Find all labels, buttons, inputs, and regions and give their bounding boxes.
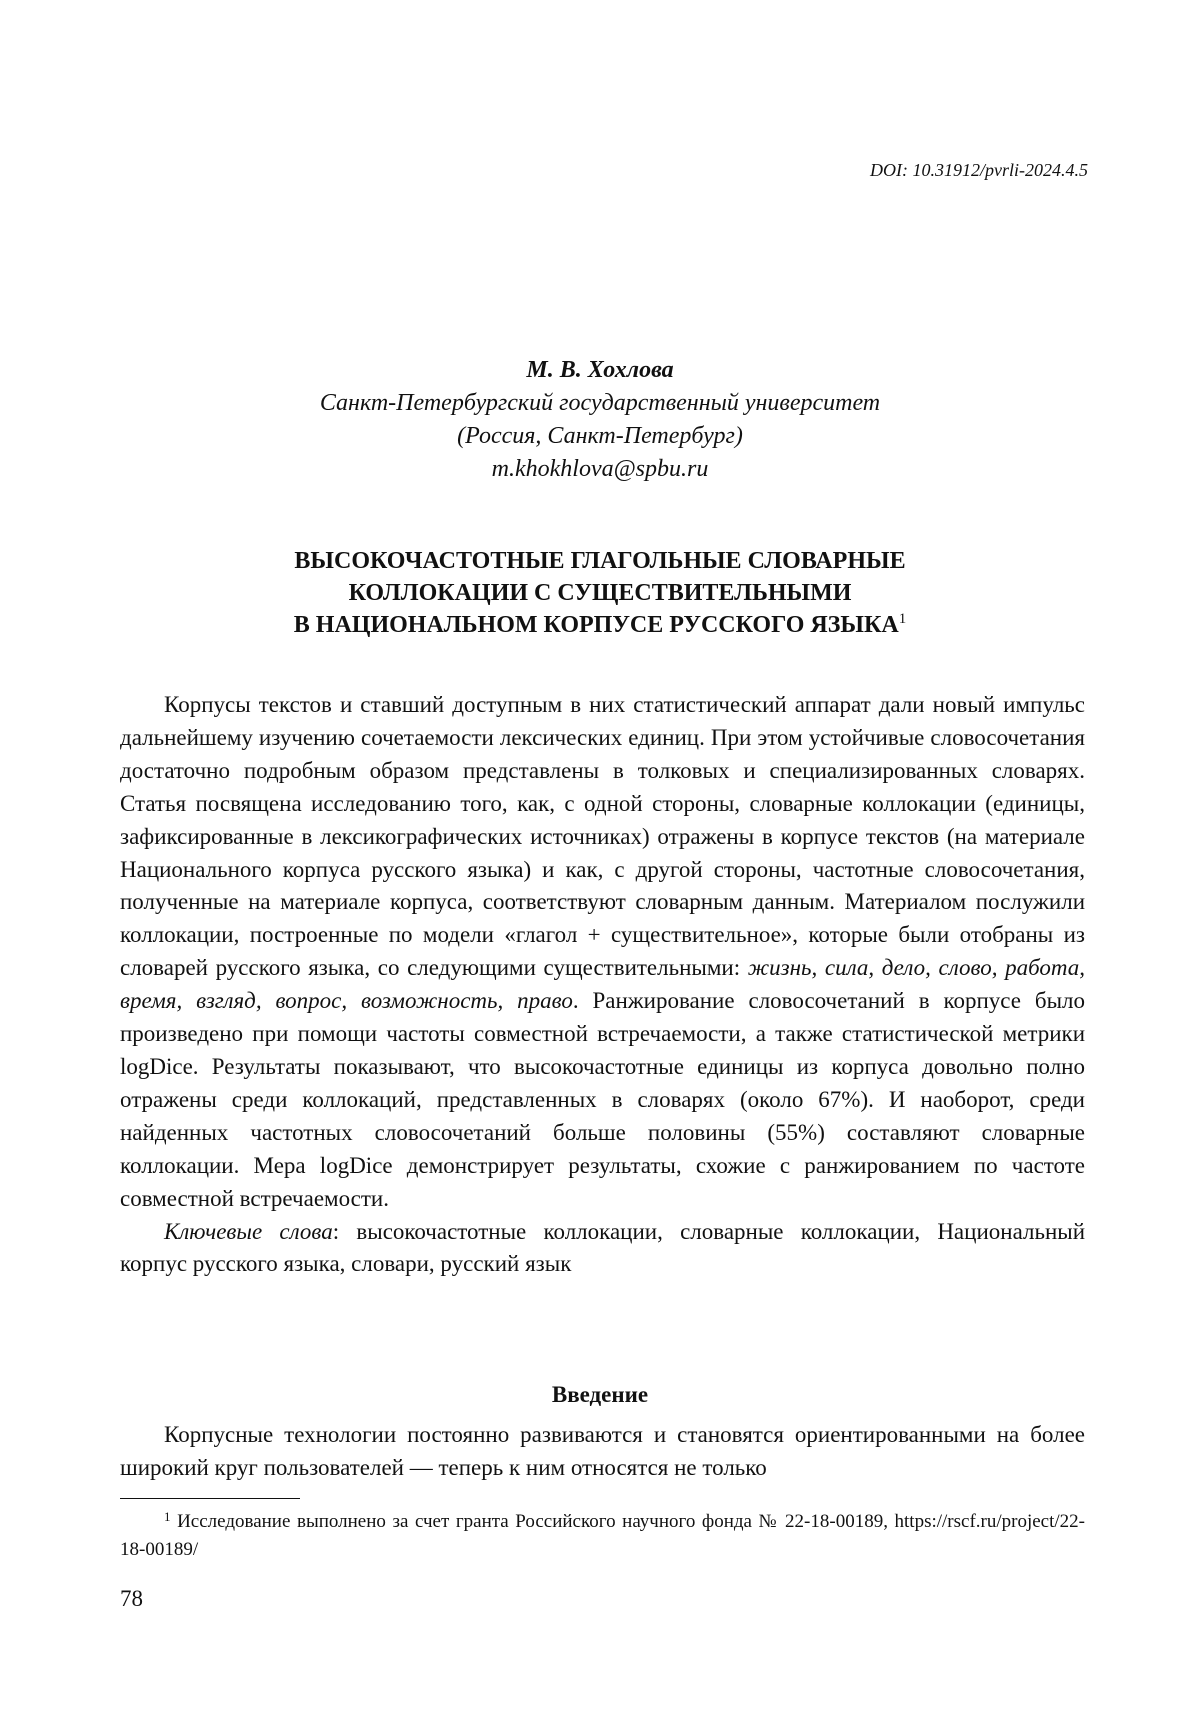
author-block xyxy=(0,354,1200,486)
doi: DOI: 10.31912/pvrli-2024.4.5 xyxy=(870,160,1088,180)
footnote-paragraph xyxy=(120,1508,1085,1564)
abstract xyxy=(120,689,1085,1281)
keywords xyxy=(120,1216,1085,1282)
keywords-label: Ключевые слова xyxy=(164,1218,333,1244)
intro-heading: Введение xyxy=(551,1382,649,1407)
title-line-1: ВЫСОКОЧАСТОТНЫЕ ГЛАГОЛЬНЫЕ СЛОВАРНЫЕ xyxy=(294,548,906,574)
intro-body xyxy=(120,1418,1085,1484)
abstract-paragraph xyxy=(120,689,1085,1216)
author-location: (Россия, Санкт-Петербург) xyxy=(457,423,743,449)
author-affiliation: Санкт-Петербургский государственный университет xyxy=(319,390,881,416)
author-name: М. В. Хохлова xyxy=(526,357,674,383)
footnote-mark: 1 xyxy=(164,1509,171,1524)
keywords-text: высокочастотные коллокации, словарные коллокации, Национальный корпус русского языка, словари, русский язык xyxy=(120,1218,1086,1277)
footnote-divider xyxy=(120,1498,300,1499)
abstract-text-2: . Ранжирование словосочетаний в корпусе было произведено при помощи частоты совместной встречаемости, а также статистической метрики logDice. Результаты показывают, что высокочастотные единицы из корпуса довольно полно отражены среди коллокаций, представленных в словарях (около 67%). И наоборот, среди найденных частотных словосочетаний больше половины (55%) составляют словарные коллокации. Мера logDice демонстрирует результаты, схожие с ранжированием по частоте совместной встречаемости. xyxy=(120,988,1086,1211)
page-number: 78 xyxy=(120,1586,143,1611)
abstract-nouns: жизнь, сила, дело, слово, работа, время, взгляд, вопрос, возможность, право xyxy=(120,955,1085,1014)
title-line-2: КОЛЛОКАЦИИ С СУЩЕСТВИТЕЛЬНЫМИ xyxy=(348,580,852,606)
footnote-text: Исследование выполнено за счет гранта Российского научного фонда № 22-18-00189, https://rscf.ru/project/22-18-00189/ xyxy=(120,1511,1085,1560)
author-email: m.khokhlova@spbu.ru xyxy=(491,456,709,482)
title-line-3-text: В НАЦИОНАЛЬНОМ КОРПУСЕ РУССКОГО ЯЗЫКА xyxy=(293,612,899,638)
keywords-separator: : xyxy=(332,1218,357,1244)
title-footnote-mark: 1 xyxy=(898,611,907,627)
intro-paragraph: Корпусные технологии постоянно развиваются и становятся ориентированными на более широкий круг пользователей — теперь к ним относятся не только xyxy=(120,1422,1085,1480)
paper-title xyxy=(0,545,1200,641)
abstract-text-1: Корпусы текстов и ставший доступным в них статистический аппарат дали новый импульс дальнейшему изучению сочетаемости лексических единиц. При этом устойчивые словосочетания достаточно подробным образом представлены в толковых и специализированных словарях. Статья посвящена исследованию того, как, с одной стороны, словарные коллокации (единицы, зафиксированные в лексикографических источниках) отражены в корпусе текстов (на материале Национального корпуса русского языка) и как, с другой стороны, частотные словосочетания, полученные на материале корпуса, соответствуют словарным данным. Материалом послужили коллокации, построенные по модели «глагол + существительное», которые были отобраны из словарей русского языка, со следующими существительными: xyxy=(120,692,1085,981)
footnote xyxy=(120,1508,1085,1564)
title-line-3 xyxy=(0,609,1200,641)
